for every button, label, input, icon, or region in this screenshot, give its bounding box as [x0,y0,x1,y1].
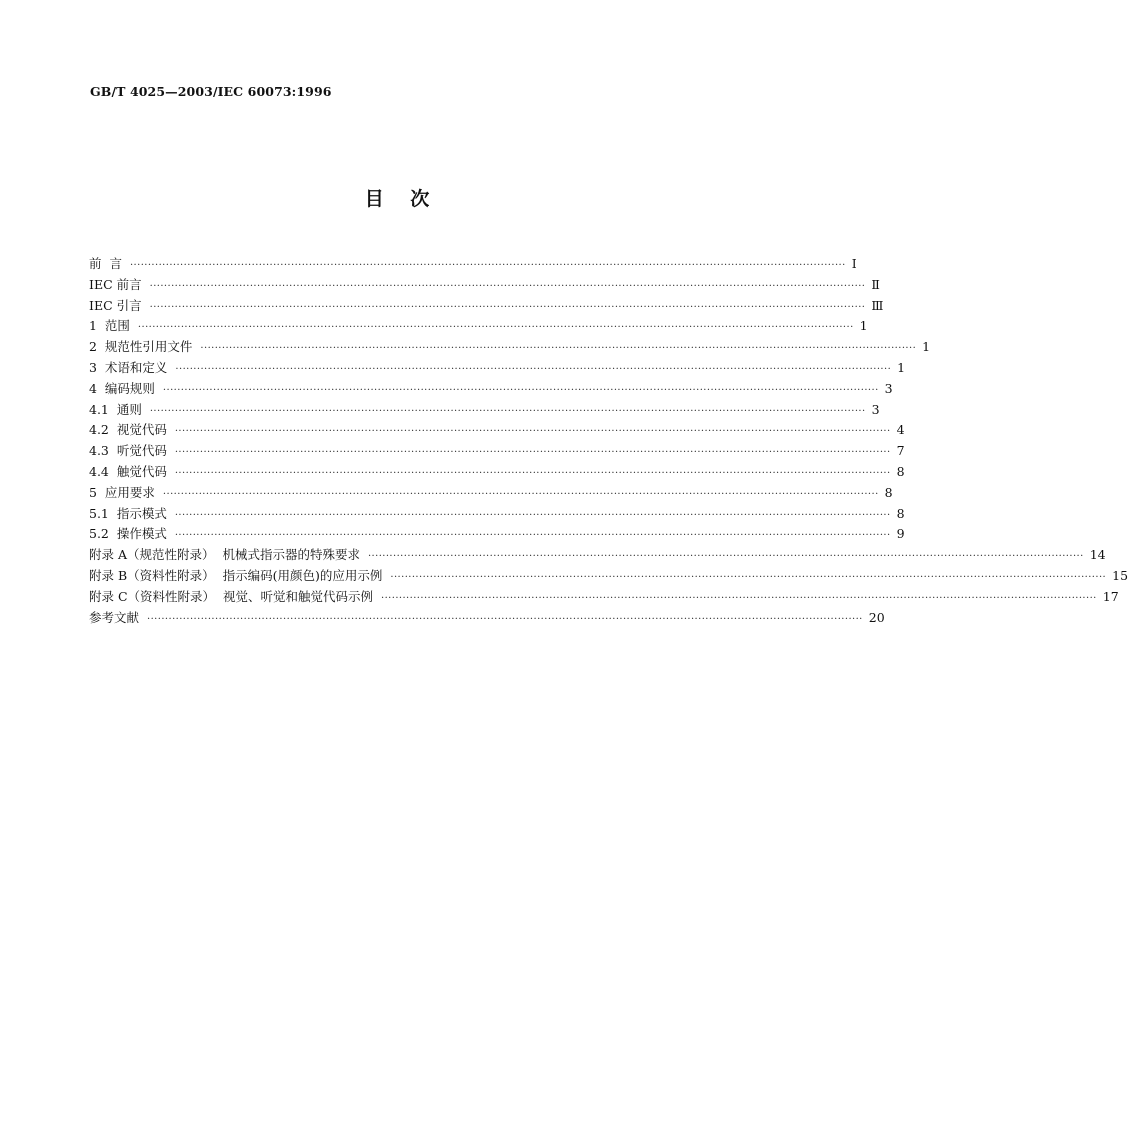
toc-label: 4.1 通则 [89,401,142,417]
toc-item-application-requirements[interactable] [89,483,893,504]
toc-item-scope[interactable] [89,316,868,337]
toc-label: 附录 A（规范性附录） 机械式指示器的特殊要求 [89,547,360,563]
toc-item-normative-references[interactable] [89,337,931,358]
toc-label: 附录 B（资料性附录） 指示编码(用颜色)的应用示例 [89,567,383,583]
toc-page-number: 9 [896,526,905,542]
toc-leader-dots: ········································································································································································································ [174,447,891,459]
toc-page-number: 8 [884,484,893,500]
toc-page-number: 8 [896,505,905,521]
toc-label: 5 应用要求 [89,484,155,500]
toc-item-coding-rules[interactable] [89,379,893,400]
toc-leader-dots: ········································································································································································································ [367,551,1084,563]
toc-page-number: Ⅱ [871,276,880,292]
toc-label: 4.3 听觉代码 [89,443,167,459]
toc-page-number: 1 [922,339,931,355]
toc-page-number: 17 [1102,588,1119,604]
toc-page-number: 14 [1089,547,1106,563]
toc-page-number: 8 [896,463,905,479]
toc-label: IEC 引言 [89,297,142,313]
toc-leader-dots: ········································································································································································································ [137,322,854,334]
page-title: 目 次 [364,188,430,210]
toc-leader-dots: ········································································································································································································ [174,426,891,438]
toc-label: 1 范围 [89,318,130,334]
toc-label: 前 言 [89,256,122,271]
toc-label: 5.1 指示模式 [89,505,167,521]
toc-item-terms-definitions[interactable] [89,358,906,379]
toc-label: 参考文献 [89,609,140,625]
toc-item-visual-codes[interactable] [89,420,905,441]
toc-page-number: 1 [859,318,868,334]
toc-leader-dots: ········································································································································································································ [149,405,866,417]
toc-page-number: 4 [896,422,905,438]
toc-leader-dots: ········································································································································································································ [390,571,1107,583]
toc-leader-dots: ········································································································································································································ [149,280,866,292]
toc-item-general[interactable] [89,400,880,421]
toc-label: 4.4 触觉代码 [89,463,167,479]
toc-leader-dots: ········································································································································································································ [162,384,879,396]
toc-label: 附录 C（资料性附录） 视觉、听觉和触觉代码示例 [89,588,373,604]
toc-page-number: 7 [896,443,905,459]
toc-leader-dots: ········································································································································································································ [174,530,891,542]
toc-item-tactile-codes[interactable] [89,462,905,483]
toc-item-iec-foreword[interactable] [89,275,880,296]
toc-leader-dots: ········································································································································································································ [162,488,879,500]
toc-label: 3 术语和定义 [89,359,168,375]
standard-number: GB/T 4025—2003/IEC 60073:1996 [90,84,332,99]
toc-leader-dots: ········································································································································································································ [149,301,866,313]
table-of-contents [89,254,1128,628]
toc-page-number: 20 [868,609,885,625]
toc-page-number: 3 [871,401,880,417]
toc-leader-dots: ········································································································································································································ [174,509,891,521]
toc-item-indication-mode[interactable] [89,504,905,525]
toc-leader-dots: ········································································································································································································ [175,363,892,375]
toc-item-annex-a[interactable] [89,545,1106,566]
toc-leader-dots: ········································································································································································································ [147,613,863,625]
toc-leader-dots: ········································································································································································································ [381,592,1097,604]
toc-item-annex-b[interactable] [89,566,1128,587]
toc-leader-dots: ········································································································································································································ [174,467,891,479]
toc-item-iec-introduction[interactable] [89,296,884,317]
toc-leader-dots: ········································································································································································································ [200,343,917,355]
toc-page-number: 15 [1112,567,1128,583]
toc-page-number: 3 [884,380,893,396]
toc-item-bibliography[interactable] [89,608,885,629]
toc-leader-dots: ········································································································································································································ [129,260,846,271]
toc-item-acoustic-codes[interactable] [89,441,905,462]
toc-page-number: Ⅰ [851,256,857,271]
toc-label: 4 编码规则 [89,380,155,396]
toc-label: 4.2 视觉代码 [89,422,167,438]
toc-label: 2 规范性引用文件 [89,339,193,355]
toc-item-annex-c[interactable] [89,587,1119,608]
toc-page-number: Ⅲ [871,297,884,313]
toc-item-foreword[interactable] [89,254,857,275]
toc-label: 5.2 操作模式 [89,526,167,542]
toc-label: IEC 前言 [89,276,142,292]
toc-page-number: 1 [897,359,906,375]
toc-item-operation-mode[interactable] [89,524,905,545]
